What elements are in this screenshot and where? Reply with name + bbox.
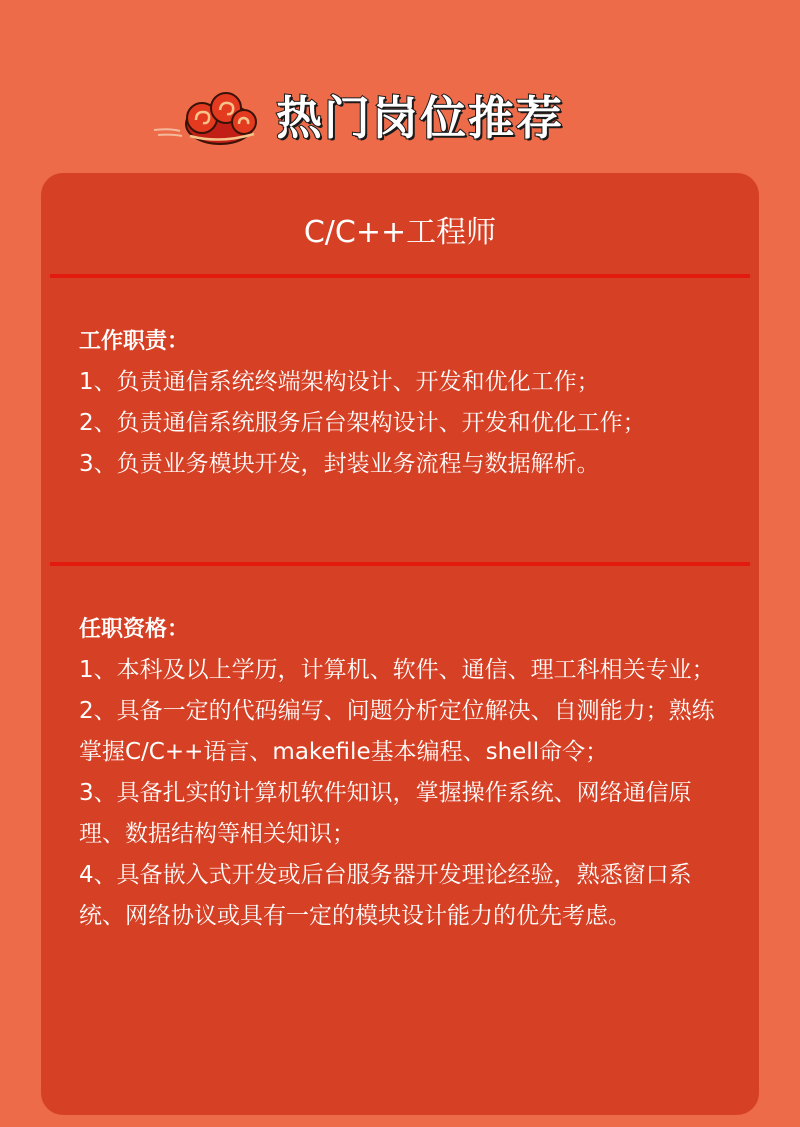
qualification-item: 3、具备扎实的计算机软件知识，掌握操作系统、网络通信原理、数据结构等相关知识； [79, 780, 692, 847]
page-title: 热门岗位推荐 [276, 91, 564, 145]
job-title: C/C++工程师 [303, 215, 497, 250]
page-header [0, 82, 800, 162]
responsibility-item: 3、负责业务模块开发，封装业务流程与数据解析。 [79, 451, 600, 477]
qualifications-section [79, 609, 729, 937]
qualification-item: 2、具备一定的代码编写、问题分析定位解决、自测能力；熟练掌握C/C++语言、makefile基本编程、shell命令； [79, 698, 715, 765]
qualification-item: 4、具备嵌入式开发或后台服务器开发理论经验，熟悉窗口系统、网络协议或具有一定的模块设计能力的优先考虑。 [79, 862, 692, 929]
job-card [41, 173, 759, 1115]
responsibility-item: 1、负责通信系统终端架构设计、开发和优化工作； [79, 369, 600, 395]
qualification-item: 1、本科及以上学历，计算机、软件、通信、理工科相关专业； [79, 657, 715, 683]
responsibilities-section [79, 321, 729, 485]
title-divider [50, 274, 750, 278]
auspicious-cloud-icon [150, 88, 260, 150]
responsibilities-heading: 工作职责： [79, 329, 190, 354]
section-divider [50, 562, 750, 566]
responsibility-item: 2、负责通信系统服务后台架构设计、开发和优化工作； [79, 410, 646, 436]
qualifications-heading: 任职资格： [79, 617, 190, 642]
